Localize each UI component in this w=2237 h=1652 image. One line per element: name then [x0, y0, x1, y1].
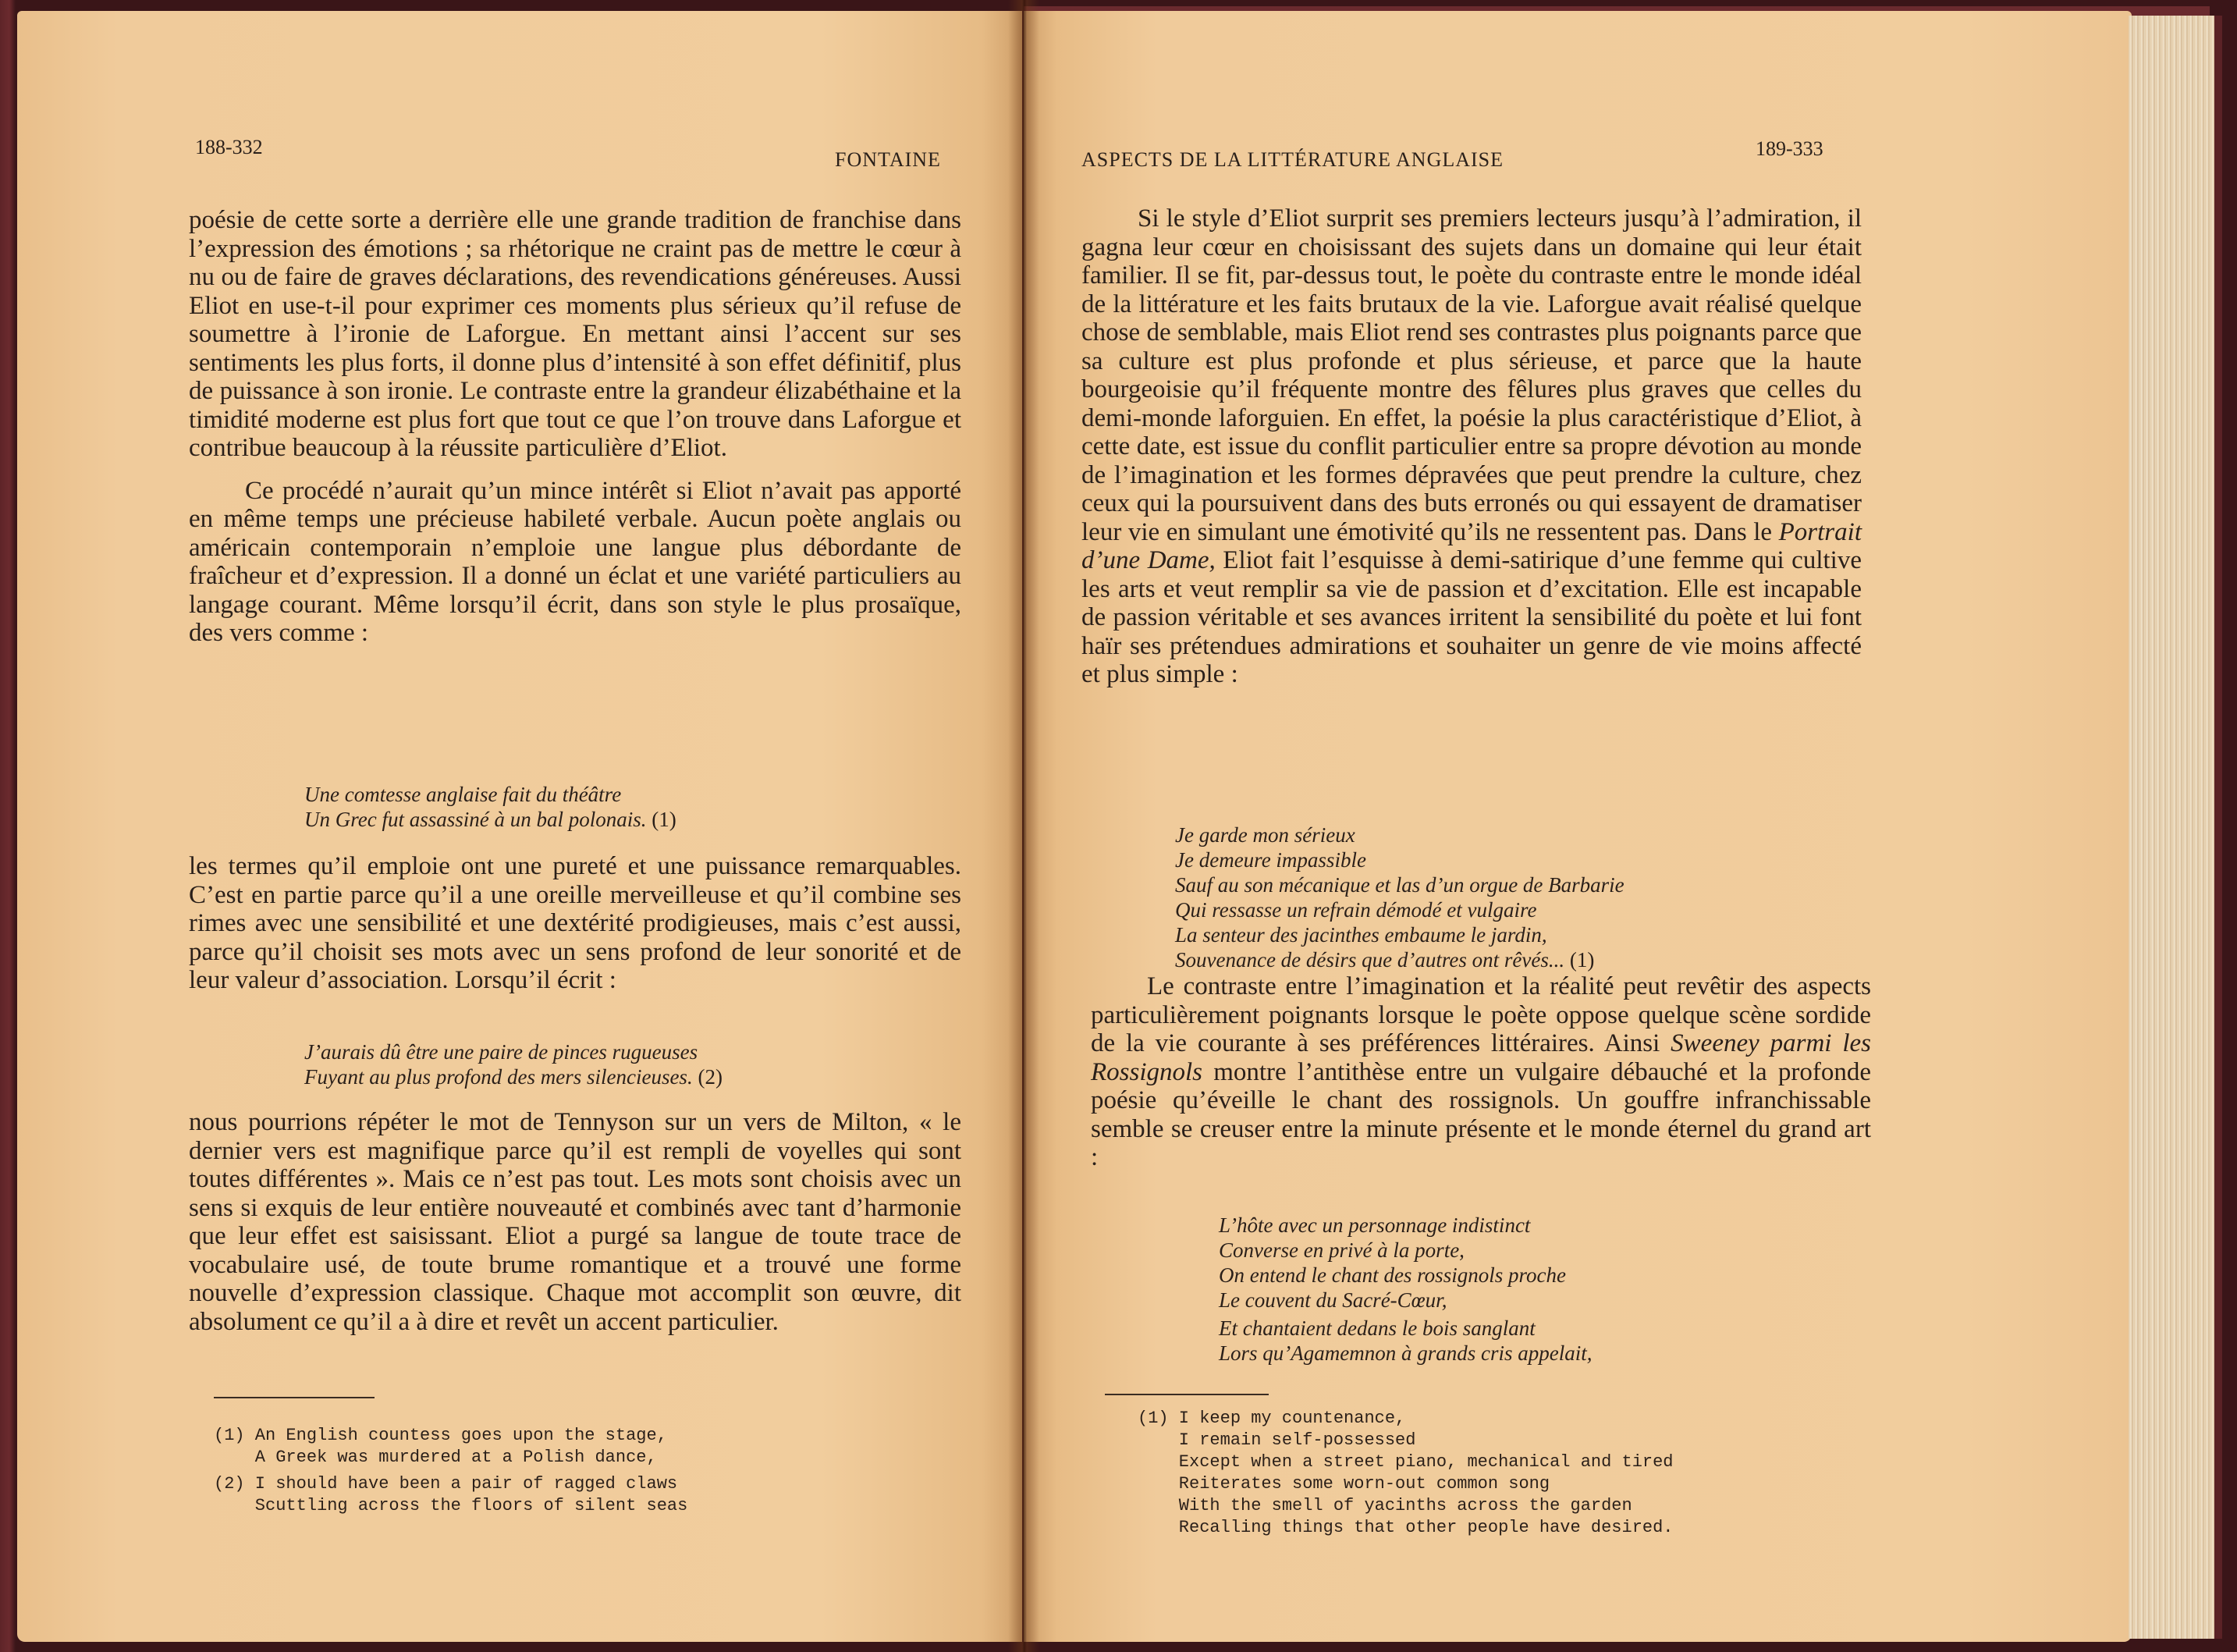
verse-line: Qui ressasse un refrain démodé et vulgaire	[1175, 898, 1537, 922]
verse-line: Fuyant au plus profond des mers silencieuses.	[304, 1065, 693, 1089]
verse-line: Le couvent du Sacré-Cœur,	[1219, 1288, 1447, 1312]
right-footnote-1: (1) I keep my countenance, I remain self-possessed Except when a street piano, mechanical and tired Reiterates some worn-out common song With the smell of yacinths across the garden Recalling things that other people have desired.	[1138, 1409, 1674, 1537]
left-page-number: 188-332	[195, 136, 263, 158]
verse-line: J’aurais dû être une paire de pinces rugueuses	[304, 1040, 698, 1064]
work-title: Portrait d’une Dame,	[1081, 517, 1862, 574]
work-title: Sweeney parmi les Rossignols	[1091, 1029, 1871, 1086]
right-verse-2	[1219, 1213, 1566, 1313]
left-paragraph-3: les termes qu’il emploie ont une pureté et une puissance remarquables. C’est en partie parce qu’il a une oreille merveilleuse et qu’il combine ses rimes avec une sensibilité et une dextérité prodigieuses, mais c’est aussi, parce qu’il choisit ses mots avec un sens profond de leur sonorité et de leur valeur d’association. Lorsqu’il écrit :	[189, 852, 961, 994]
verse-line: Un Grec fut assassiné à un bal polonais.	[304, 808, 647, 831]
left-paragraph-2: Ce procédé n’aurait qu’un mince intérêt si Eliot n’avait pas apporté en même temps une précieuse habileté verbale. Aucun poète anglais ou américain contemporain n’emploie une langue plus débordante de fraîcheur et d’expression. Il a donné un éclat et une variété particuliers au langage courant. Même lorsqu’il écrit, dans son style le plus prosaïque, des vers comme :	[189, 476, 961, 647]
left-running-head: FONTAINE	[835, 148, 941, 171]
left-paragraph-1: poésie de cette sorte a derrière elle une grande tradition de franchise dans l’expression des émotions ; sa rhétorique ne craint pas de mettre le cœur à nu ou de faire de graves déclarations, des revendications généreuses. Aussi Eliot en use-t-il pour exprimer ces moments plus sérieux qu’il refuse de soumettre à l’ironie de Laforgue. En mettant ainsi l’accent sur ses sentiments les plus forts, il donne plus d’intensité à son effet définitif, plus de puissance à son ironie. Le contraste entre la grandeur élizabéthaine et la timidité moderne est plus fort que tout ce que l’on trouve dans Laforgue et contribue beaucoup à la réussite particulière d’Eliot.	[189, 206, 961, 462]
left-text-block-3	[189, 1108, 961, 1336]
right-verse-3	[1219, 1316, 1593, 1366]
footnote-rule	[214, 1397, 375, 1398]
paragraph-text: montre l’antithèse entre un vulgaire débauché et la profonde poésie qu’éveille le chant des rossignols. Un gouffre infranchissable semble se creuser entre la minute présente et le monde éternel du grand art :	[1091, 1057, 1871, 1171]
footnote-ref: (1)	[1569, 948, 1595, 972]
verse-line: Je garde mon sérieux	[1175, 823, 1355, 847]
footnote-rule	[1105, 1394, 1269, 1395]
right-paragraph-1	[1081, 204, 1862, 689]
right-verse-1	[1175, 822, 1624, 972]
page-edges	[2129, 16, 2222, 1639]
left-footnote-1: (1) An English countess goes upon the stage, A Greek was murdered at a Polish dance,	[214, 1426, 667, 1467]
paragraph-text: Le contraste entre l’imagination et la réalité peut revêtir des aspects particulièrement poignants lorsque le poète oppose quelque scène sordide de la vie courante à ses préférences littéraires. Ainsi	[1091, 972, 1871, 1057]
verse-line: Une comtesse anglaise fait du théâtre	[304, 783, 622, 806]
left-footnote-2: (2) I should have been a pair of ragged claws Scuttling across the floors of silent seas	[214, 1474, 688, 1515]
right-page	[1024, 11, 2132, 1642]
footnote-ref: (2)	[698, 1065, 723, 1089]
left-text-block-1	[189, 206, 961, 648]
right-running-head: ASPECTS DE LA LITTÉRATURE ANGLAISE	[1081, 148, 1504, 171]
left-verse-2	[304, 1039, 723, 1089]
verse-line: Sauf au son mécanique et las d’un orgue de Barbarie	[1175, 873, 1624, 897]
right-paragraph-2	[1091, 972, 1871, 1172]
verse-line: On entend le chant des rossignols proche	[1219, 1263, 1566, 1287]
left-verse-1	[304, 782, 676, 832]
left-page	[17, 11, 1022, 1642]
verse-line: L’hôte avec un personnage indistinct	[1219, 1213, 1531, 1237]
right-text-block-2	[1091, 972, 1871, 1172]
verse-line: Lors qu’Agamemnon à grands cris appelait,	[1219, 1341, 1593, 1365]
verse-line: La senteur des jacinthes embaume le jardin,	[1175, 923, 1547, 947]
verse-line: Je demeure impassible	[1175, 848, 1366, 872]
right-page-number: 189-333	[1756, 137, 1823, 160]
verse-line: Souvenance de désirs que d’autres ont rêvés...	[1175, 948, 1565, 972]
paragraph-text: Eliot fait l’esquisse à demi-satirique d’une femme qui cultive les arts et veut remplir sa vie de passion et d’excitation. Elle est incapable de passion véritable et ses avances irritent la sensibilité du poète et lui font haïr ses prétendues admirations et souhaiter un genre de vie moins affecté et plus simple :	[1081, 546, 1862, 688]
left-text-block-2	[189, 852, 961, 995]
right-text-block-1	[1081, 204, 1862, 689]
left-paragraph-4: nous pourrions répéter le mot de Tennyson sur un vers de Milton, « le dernier vers est magnifique parce qu’il est rempli de voyelles qui sont toutes différentes ». Mais ce n’est pas tout. Les mots sont choisis avec un sens si exquis de leur entière nouveauté et combinés avec tant d’harmonie que leur effet est saisissant. Eliot a purgé sa langue de toute trace de vocabulaire usé, de toute brume romantique et a trouvé une forme nouvelle d’expression classique. Chaque mot accomplit son œuvre, dit absolument ce qu’il a à dire et revêt un accent particulier.	[189, 1108, 961, 1336]
footnote-ref: (1)	[652, 808, 676, 831]
verse-line: Converse en privé à la porte,	[1219, 1238, 1465, 1262]
verse-line: Et chantaient dedans le bois sanglant	[1219, 1316, 1536, 1340]
paragraph-text: Si le style d’Eliot surprit ses premiers lecteurs jusqu’à l’admiration, il gagna leur cœur en choisissant des sujets dans un domaine qui leur était familier. Il se fit, par-dessus tout, le poète du contraste entre le monde idéal de la littérature et les faits brutaux de la vie. Laforgue avait réalisé quelque chose de semblable, mais Eliot rend ses contrastes plus poignants parce que sa culture est plus profonde et plus sérieuse, et parce que la haute bourgeoisie qu’il fréquente montre des fêlures plus graves que celles du demi-monde laforguien. En effet, la poésie la plus caractéristique d’Eliot, à cette date, est issue du conflit particulier entre sa propre dévotion au monde de l’imagination et les formes dépravées que peut prendre la culture, chez ceux qui la poursuivent dans des buts erronés ou qui essayent de dramatiser leur vie en simulant une émotivité qu’ils ne ressentent pas. Dans le	[1081, 204, 1862, 546]
